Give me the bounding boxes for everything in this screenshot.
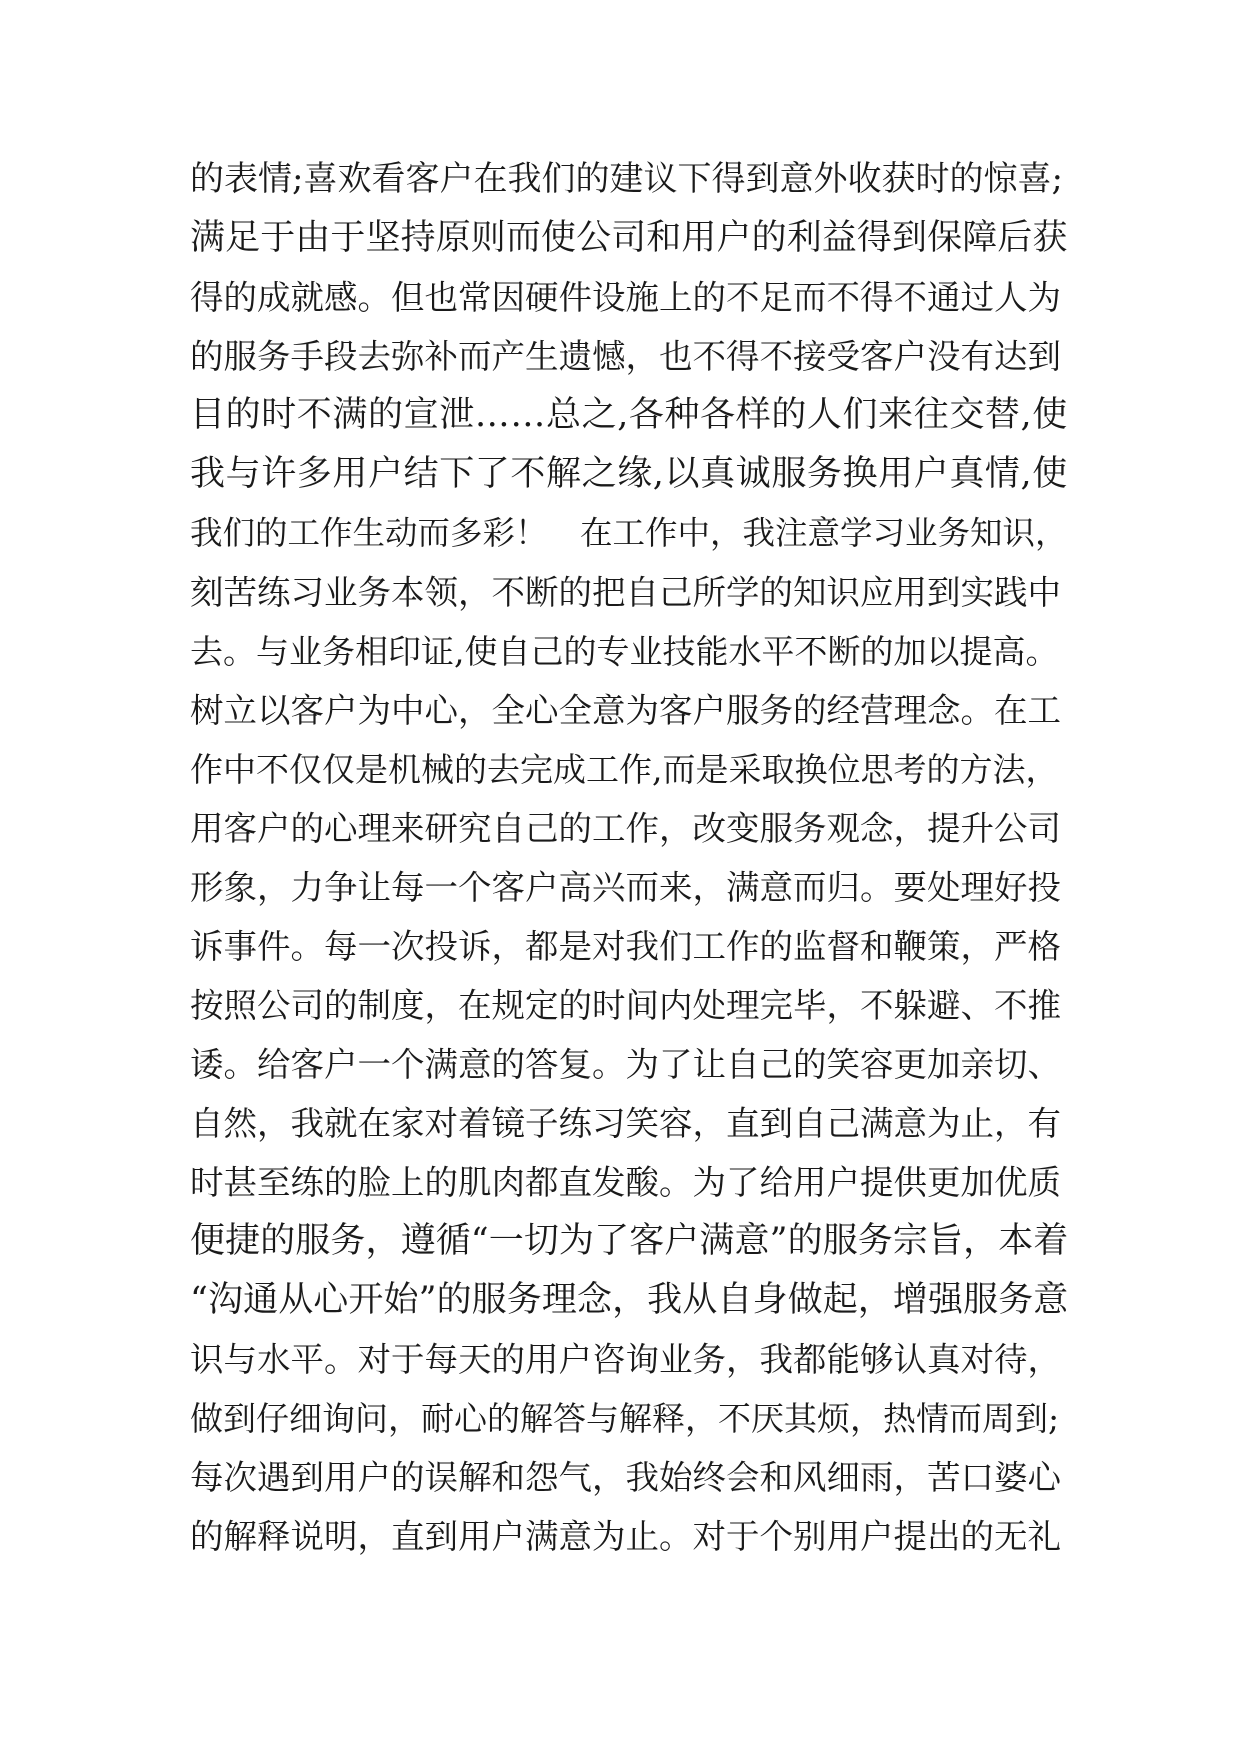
text-line: 的解释说明，直到用户满意为止。对于个别用户提出的无礼 [190,1517,1061,1556]
text-line: 用客户的心理来研究自己的工作，改变服务观念，提升公司 [190,809,1061,848]
text-line: 每次遇到用户的误解和怨气，我始终会和风细雨，苦口婆心 [190,1458,1061,1497]
text-line: 我们的工作生动而多彩！ 在工作中，我注意学习业务知识， [190,514,1068,552]
text-line: 形象，力争让每一个客户高兴而来，满意而归。要处理好投 [190,868,1061,907]
text-line: 刻苦练习业务本领，不断的把自己所学的知识应用到实践中 [190,573,1061,612]
text-line: 时甚至练的脸上的肌肉都直发酸。为了给用户提供更加优质 [190,1163,1061,1202]
text-line: 去。与业务相印证,使自己的专业技能水平不断的加以提高。 [190,632,1059,671]
text-line: 做到仔细询问，耐心的解答与解释，不厌其烦，热情而周到; [190,1399,1060,1438]
text-line: 作中不仅仅是机械的去完成工作,而是采取换位思考的方法， [190,750,1059,789]
text-line: 自然，我就在家对着镜子练习笑容，直到自己满意为止，有 [190,1104,1061,1143]
text-line: 树立以客户为中心，全心全意为客户服务的经营理念。在工 [190,691,1061,730]
text-line: 诿。给客户一个满意的答复。为了让自己的笑容更加亲切、 [190,1045,1061,1084]
text-line: “沟通从心开始”的服务理念，我从自身做起，增强服务意 [190,1280,1069,1320]
text-line: 我与许多用户结下了不解之缘,以真诚服务换用户真情,使 [190,454,1068,494]
text-line: 的服务手段去弥补而产生遗憾，也不得不接受客户没有达到 [190,337,1061,376]
text-line: 的表情;喜欢看客户在我们的建议下得到意外收获时的惊喜; [190,159,1063,199]
text-line: 得的成就感。但也常因硬件设施上的不足而不得不通过人为 [190,278,1061,317]
text-line: 按照公司的制度，在规定的时间内处理完毕，不躲避、不推 [190,986,1061,1025]
text-line: 便捷的服务，遵循“一切为了客户满意”的服务宗旨，本着 [190,1221,1069,1261]
text-line: 识与水平。对于每天的用户咨询业务，我都能够认真对待， [190,1340,1061,1379]
text-line: 目的时不满的宣泄……总之,各种各样的人们来往交替,使 [190,395,1068,435]
text-line: 诉事件。每一次投诉，都是对我们工作的监督和鞭策，严格 [190,927,1061,966]
body-text [190,150,1070,1566]
text-line: 满足于由于坚持原则而使公司和用户的利益得到保障后获 [190,218,1068,258]
